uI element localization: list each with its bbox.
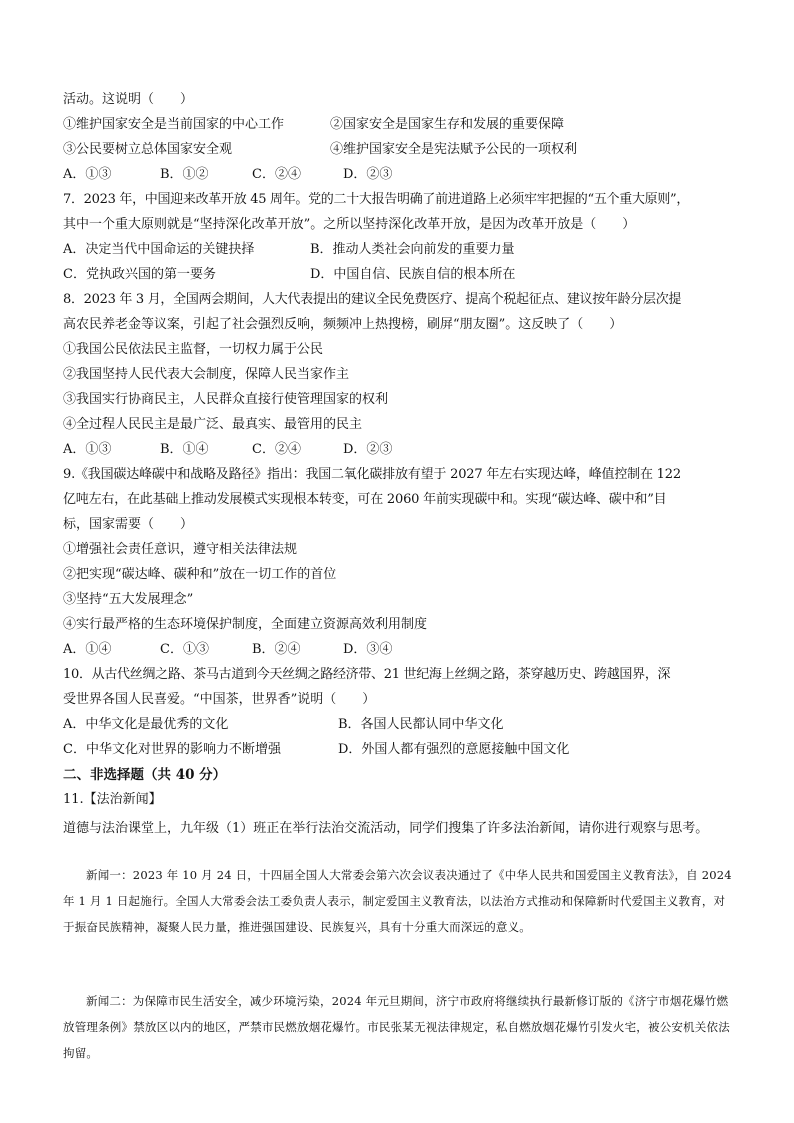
section-title: 二、非选择题（共 40 分）	[63, 767, 227, 783]
q7-stem-line-1: 7．2023 年，中国迎来改革开放 45 周年。党的二十大报告明确了前进道路上必须牢牢把握的“五个重大原则”，	[63, 192, 690, 207]
q10-option-d: D．外国人都有强烈的意愿接触中国文化	[338, 742, 570, 757]
q9-statement-1: ①增强社会责任意识，遵守相关法律法规	[63, 542, 298, 557]
q8-option-d: D．②③	[343, 442, 393, 457]
q8-option-c: C．②④	[252, 442, 301, 457]
q7-option-a: A．决定当代中国命运的关键抉择	[63, 242, 255, 257]
q8-statement-2: ②我国坚持人民代表大会制度，保障人民当家作主	[63, 367, 350, 382]
q7-option-c: C．党执政兴国的第一要务	[63, 267, 216, 282]
q9-statement-2: ②把实现“碳达峰、碳种和”放在一切工作的首位	[63, 567, 337, 582]
q11-news-1: 新闻一：2023 年 10 月 24 日，十四届全国人大常委会第六次会议表决通过了《中华人民共和国爱国主义教育法》，自 2024 年 1 月 1 日起施行。全国人大常委会法工委负责人表示，制定爱国主义教育法，以法治方式推动和保障新时代爱国主义教育，对于振奋民族精神，凝聚人民力量，推进强国建设、民族复兴，具有十分重大而深远的意义。	[63, 868, 732, 934]
q10-option-a: A．中华文化是最优秀的文化	[63, 717, 229, 732]
q9-stem-line-3: 标，国家需要（ ）	[63, 517, 194, 532]
q9-stem-line-2: 亿吨左右，在此基础上推动发展模式实现根本转变，可在 2060 年前实现碳中和。实现“碳达峰、碳中和”目	[63, 492, 667, 507]
q11-heading: 11.【法治新闻】	[63, 792, 162, 807]
q6-option-d: D．②③	[343, 167, 393, 182]
q7-option-b: B．推动人类社会向前发的重要力量	[310, 242, 515, 257]
q6-option-c: C．②④	[252, 167, 301, 182]
q8-stem-line-2: 高农民养老金等议案，引起了社会强烈反响，频频冲上热搜榜，刷屏“朋友圈”。这反映了（ ）	[63, 317, 623, 332]
q9-stem-line-1: 9.《我国碳达峰碳中和战略及路径》指出：我国二氧化碳排放有望于 2027 年左右实现达峰，峰值控制在 122	[63, 467, 681, 482]
q10-option-b: B．各国人民都认同中华文化	[338, 717, 504, 732]
q8-statement-4: ④全过程人民民主是最广泛、最真实、最管用的民主	[63, 417, 363, 432]
q6-statement-4: ④维护国家安全是宪法赋予公民的一项权利	[330, 142, 578, 157]
q9-statement-3: ③坚持“五大发展理念”	[63, 592, 194, 607]
q8-option-a: A．①③	[63, 442, 112, 457]
q6-statement-3: ③公民要树立总体国家安全观	[63, 142, 233, 157]
q7-stem-line-2: 其中一个重大原则就是“坚持深化改革开放”。之所以坚持深化改革开放，是因为改革开放是（ ）	[63, 217, 636, 232]
q11-intro: 道德与法治课堂上，九年级（1）班正在举行法治交流活动，同学们搜集了许多法治新闻，请你进行观察与思考。	[63, 821, 709, 836]
q6-option-b: B．①②	[160, 167, 209, 182]
q6-option-a: A．①③	[63, 167, 112, 182]
q9-option-b: B．②④	[252, 642, 301, 657]
q9-option-d: D．③④	[343, 642, 393, 657]
q8-statement-3: ③我国实行协商民主，人民群众直接行使管理国家的权利	[63, 392, 389, 407]
q8-option-b: B．①④	[160, 442, 209, 457]
q9-option-c: C．①③	[160, 642, 209, 657]
q10-stem-line-2: 受世界各国人民喜爱。“中国茶，世界香”说明（ ）	[63, 692, 376, 707]
q11-news-2: 新闻二：为保障市民生活安全，减少环境污染，2024 年元旦期间，济宁市政府将继续执行最新修订版的《济宁市烟花爆竹燃放管理条例》禁放区以内的地区，严禁市民燃放烟花爆竹。市民张某无视法律规定，私自燃放烟花爆竹引发火宅，被公安机关依法拘留。	[63, 994, 730, 1060]
q6-statement-2: ②国家安全是国家生存和发展的重要保障	[330, 117, 565, 132]
q8-stem-line-1: 8．2023 年 3 月，全国两会期间，人大代表提出的建议全民免费医疗、提高个税起征点、建议按年龄分层次提	[63, 292, 682, 307]
q10-option-c: C．中华文化对世界的影响力不断增强	[63, 742, 281, 757]
q10-stem-line-1: 10．从古代丝绸之路、茶马古道到今天丝绸之路经济带、21 世纪海上丝绸之路，茶穿越历史、跨越国界，深	[63, 667, 671, 682]
q9-statement-4: ④实行最严格的生态环境保护制度，全面建立资源高效利用制度	[63, 617, 428, 632]
q6-stem-tail: 活动。这说明（ ）	[63, 92, 194, 107]
q7-option-d: D．中国自信、民族自信的根本所在	[310, 267, 516, 282]
q9-option-a: A．①④	[63, 642, 112, 657]
q8-statement-1: ①我国公民依法民主监督，一切权力属于公民	[63, 342, 324, 357]
q6-statement-1: ①维护国家安全是当前国家的中心工作	[63, 117, 285, 132]
